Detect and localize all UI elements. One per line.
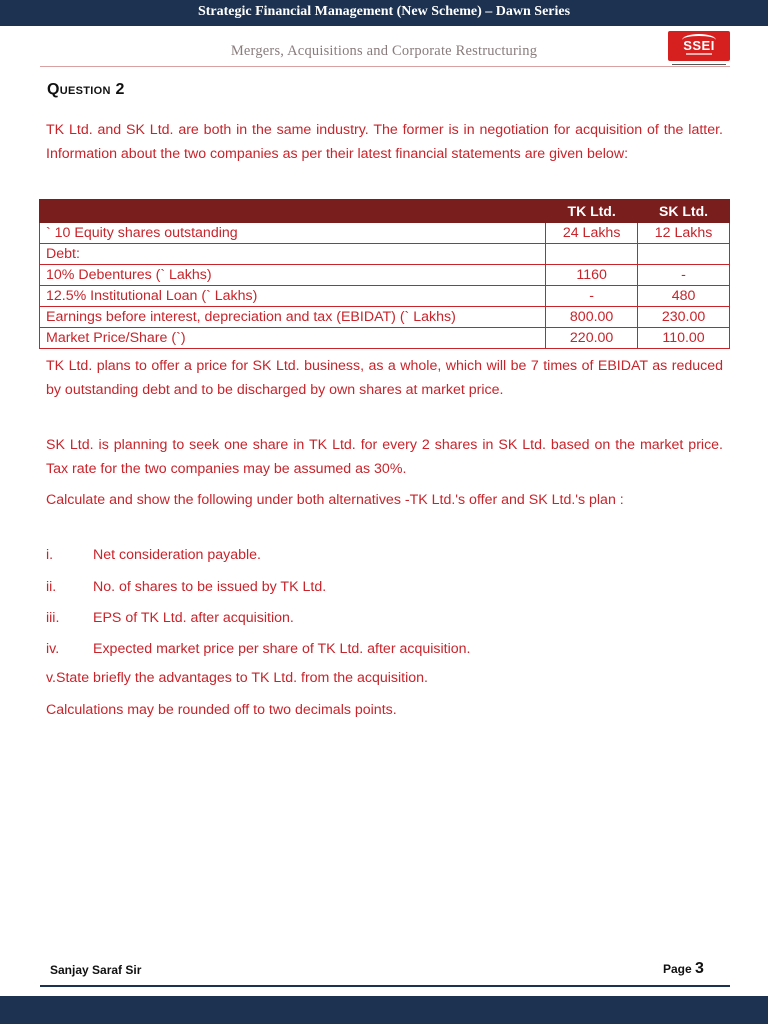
table-cell-value: 110.00 [638, 328, 730, 349]
table-cell-value: 220.00 [546, 328, 638, 349]
table-cell-value: 24 Lakhs [546, 223, 638, 244]
table-row [40, 328, 730, 349]
table-cell-value: 1160 [546, 265, 638, 286]
document-series-title: Strategic Financial Management (New Scheme) – Dawn Series [197, 4, 571, 19]
footer-page-number [663, 960, 704, 978]
rounding-note: Calculations may be rounded off to two decimals points. [46, 702, 397, 718]
offer-paragraph: TK Ltd. plans to offer a price for SK Ltd. business, as a whole, which will be 7 times of EBIDAT as reduced by outstanding debt and to be discharged by own shares at market price. [46, 358, 723, 398]
list-marker: iii. [46, 610, 60, 626]
list-text: Net consideration payable. [93, 547, 261, 563]
table-cell-label: Debt: [40, 244, 546, 265]
table-header-cell [40, 200, 546, 223]
header-divider [40, 66, 730, 67]
bottom-footer-bar [0, 996, 768, 1024]
table-row [40, 265, 730, 286]
list-text: Expected market price per share of TK Ltd. after acquisition. [93, 641, 471, 657]
list-text: EPS of TK Ltd. after acquisition. [93, 610, 294, 626]
page-number: 3 [695, 960, 704, 977]
list-marker: iv. [46, 641, 60, 657]
logo-badge [668, 31, 730, 61]
table-cell-value [638, 244, 730, 265]
table-cell-label: 12.5% Institutional Loan (` Lakhs) [40, 286, 546, 307]
plan-paragraph: SK Ltd. is planning to seek one share in TK Ltd. for every 2 shares in SK Ltd. based on the market price. Tax rate for the two companies may be assumed as 30%. [46, 437, 723, 477]
table-row [40, 286, 730, 307]
table-cell-label: 10% Debentures (` Lakhs) [40, 265, 546, 286]
top-header-bar [0, 0, 768, 26]
footer-divider [40, 985, 730, 987]
table-cell-label: ` 10 Equity shares outstanding [40, 223, 546, 244]
chapter-subtitle: Mergers, Acquisitions and Corporate Restructuring [230, 43, 538, 59]
table-cell-label: Market Price/Share (`) [40, 328, 546, 349]
table-cell-value: - [638, 265, 730, 286]
table-cell-value: 800.00 [546, 307, 638, 328]
table-header-cell: TK Ltd. [546, 200, 638, 223]
question-intro: TK Ltd. and SK Ltd. are both in the same industry. The former is in negotiation for acquisition of the latter. Information about the two companies as per their latest financial statements are given below: [46, 122, 723, 162]
table-row [40, 244, 730, 265]
list-marker: ii. [46, 579, 57, 595]
table-row [40, 307, 730, 328]
table-header-cell: SK Ltd. [638, 200, 730, 223]
table-row [40, 223, 730, 244]
company-data-table [39, 199, 730, 349]
table-cell-value: 480 [638, 286, 730, 307]
question-title: Question 2 [47, 81, 125, 98]
logo-tagline [668, 63, 730, 66]
page-label: Page [663, 962, 692, 976]
advantages-item: v.State briefly the advantages to TK Ltd. from the acquisition. [46, 670, 428, 686]
table-cell-value [546, 244, 638, 265]
table-cell-value: 230.00 [638, 307, 730, 328]
ssei-logo [668, 31, 730, 69]
logo-text: SSEI [683, 38, 715, 53]
instructions-paragraph: Calculate and show the following under both alternatives -TK Ltd.'s offer and SK Ltd.'s plan : [46, 492, 624, 508]
table-header-row [40, 200, 730, 223]
table-cell-label: Earnings before interest, depreciation and tax (EBIDAT) (` Lakhs) [40, 307, 546, 328]
footer-author: Sanjay Saraf Sir [50, 963, 142, 977]
list-marker: i. [46, 547, 54, 563]
list-text: No. of shares to be issued by TK Ltd. [93, 579, 327, 595]
table-cell-value: 12 Lakhs [638, 223, 730, 244]
table-cell-value: - [546, 286, 638, 307]
